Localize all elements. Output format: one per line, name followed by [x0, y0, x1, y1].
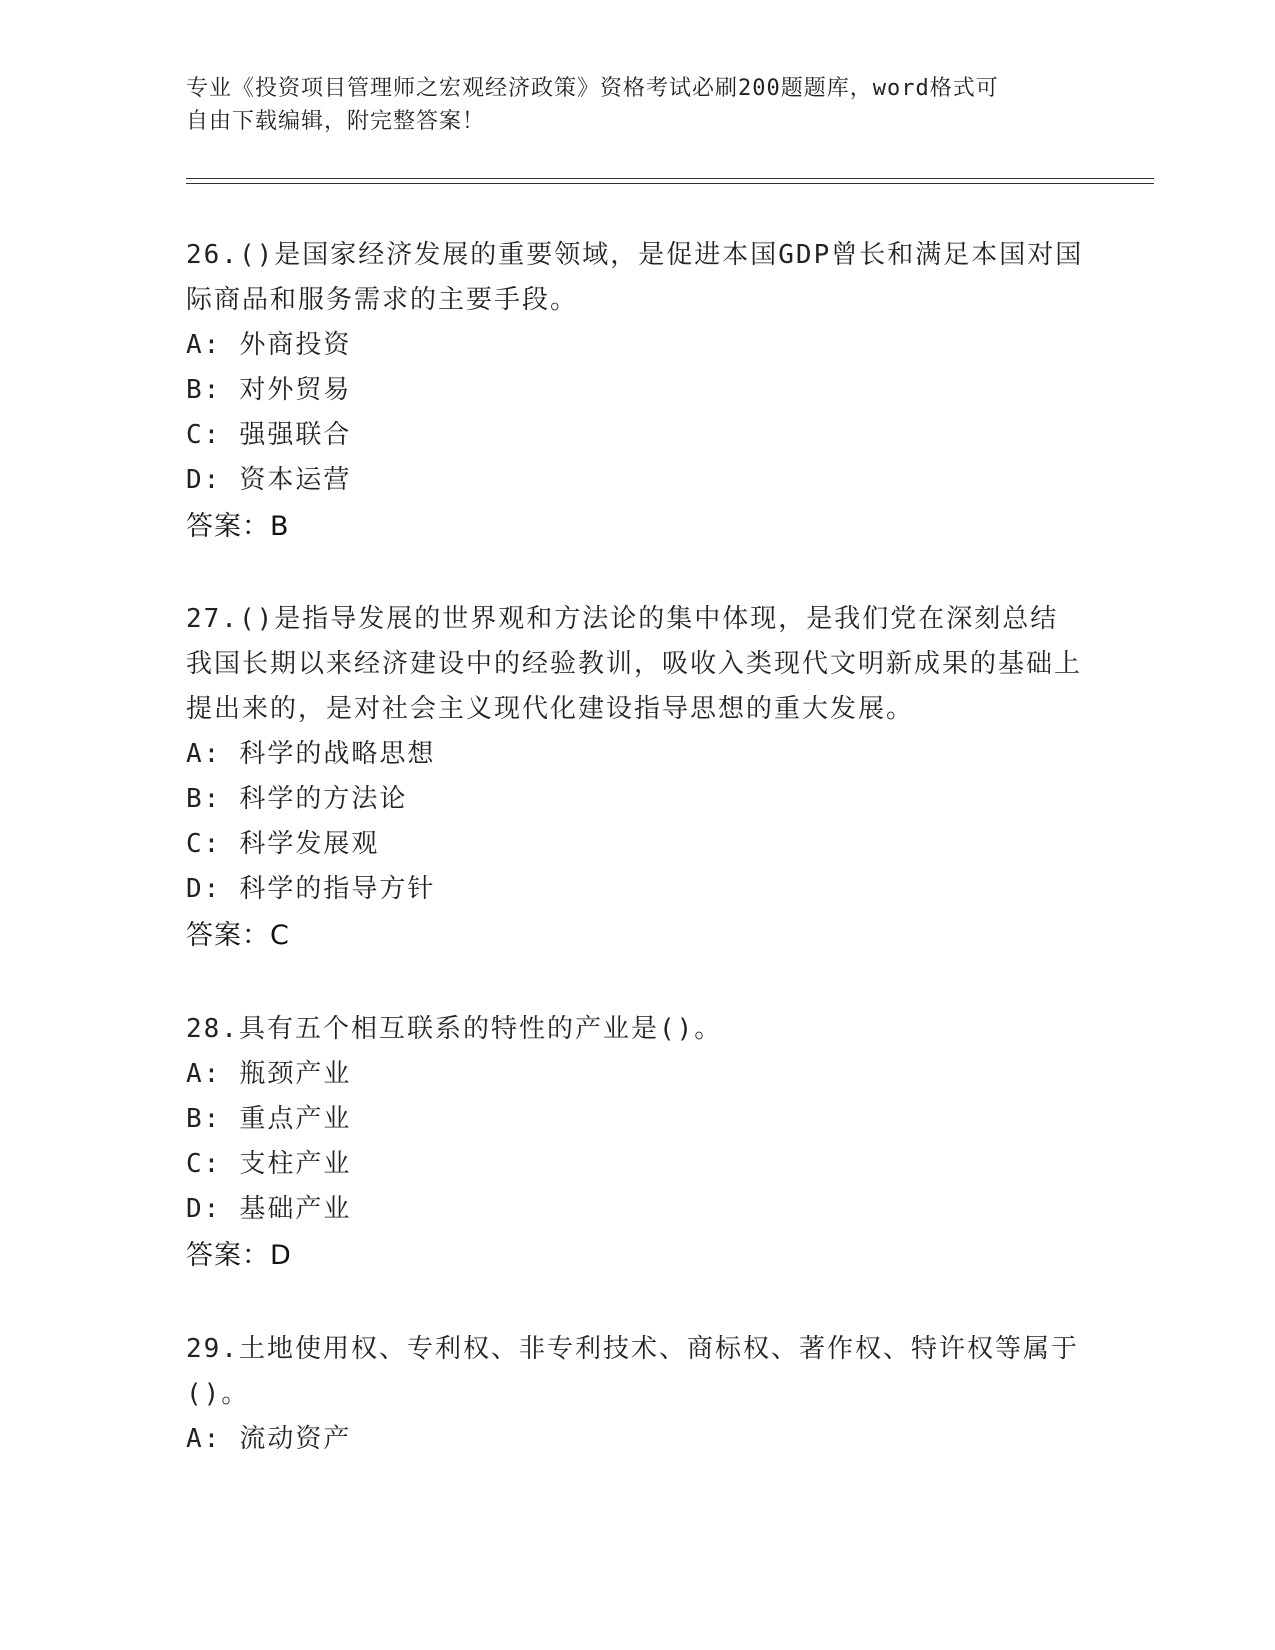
option-c	[186, 822, 1086, 867]
question-stem: 26.()是国家经济发展的重要领域，是促进本国GDP曾长和满足本国对国际商品和服务需求的主要手段。	[186, 240, 1084, 315]
option-text: 对外贸易	[239, 375, 352, 405]
header-divider-top	[186, 178, 1154, 179]
option-key: C:	[186, 1149, 222, 1179]
option-key: C:	[186, 829, 222, 859]
option-text: 基础产业	[239, 1194, 352, 1224]
answer-label: 答案：D	[186, 1240, 292, 1271]
option-key: A:	[186, 330, 222, 360]
option-key: D:	[186, 1194, 222, 1224]
option-d	[186, 1187, 1086, 1232]
question-stem: 29.土地使用权、专利权、非专利技术、商标权、著作权、特许权等属于()。	[186, 1334, 1079, 1409]
option-b	[186, 777, 1086, 822]
option-text: 重点产业	[239, 1104, 352, 1134]
option-text: 支柱产业	[239, 1149, 352, 1179]
option-key: A:	[186, 739, 222, 769]
option-a	[186, 732, 1086, 777]
option-c	[186, 1142, 1086, 1187]
option-key: B:	[186, 784, 222, 814]
option-text: 科学的指导方针	[239, 874, 436, 904]
question-27	[186, 597, 1086, 959]
option-text: 瓶颈产业	[239, 1059, 352, 1089]
option-text: 流动资产	[239, 1424, 352, 1454]
option-a	[186, 323, 1086, 368]
option-text: 外商投资	[239, 330, 352, 360]
header-divider-bottom	[186, 183, 1154, 184]
header-line-2: 自由下载编辑，附完整答案！	[186, 109, 486, 134]
option-b	[186, 368, 1086, 413]
option-a	[186, 1052, 1086, 1097]
option-text: 强强联合	[239, 420, 352, 450]
document-header	[186, 72, 1086, 138]
option-text: 科学发展观	[239, 829, 380, 859]
option-d	[186, 458, 1086, 503]
option-c	[186, 413, 1086, 458]
answer-label: 答案：B	[186, 511, 290, 542]
option-key: A:	[186, 1424, 222, 1454]
question-26	[186, 233, 1086, 550]
option-b	[186, 1097, 1086, 1142]
question-stem: 28.具有五个相互联系的特性的产业是()。	[186, 1014, 723, 1044]
option-key: D:	[186, 874, 222, 904]
option-d	[186, 867, 1086, 912]
question-28	[186, 1007, 1086, 1279]
option-key: B:	[186, 375, 222, 405]
question-29	[186, 1327, 1086, 1462]
option-text: 科学的方法论	[239, 784, 408, 814]
option-key: B:	[186, 1104, 222, 1134]
option-text: 资本运营	[239, 465, 352, 495]
answer-label: 答案：C	[186, 920, 290, 951]
option-key: A:	[186, 1059, 222, 1089]
option-text: 科学的战略思想	[239, 739, 436, 769]
option-a	[186, 1417, 1086, 1462]
option-key: C:	[186, 420, 222, 450]
question-stem: 27.()是指导发展的世界观和方法论的集中体现，是我们党在深刻总结我国长期以来经济建设中的经验教训，吸收入类现代文明新成果的基础上提出来的，是对社会主义现代化建设指导思想的重大发展。	[186, 604, 1083, 724]
header-line-1: 专业《投资项目管理师之宏观经济政策》资格考试必刷200题题库，word格式可	[186, 76, 999, 101]
option-key: D:	[186, 465, 222, 495]
